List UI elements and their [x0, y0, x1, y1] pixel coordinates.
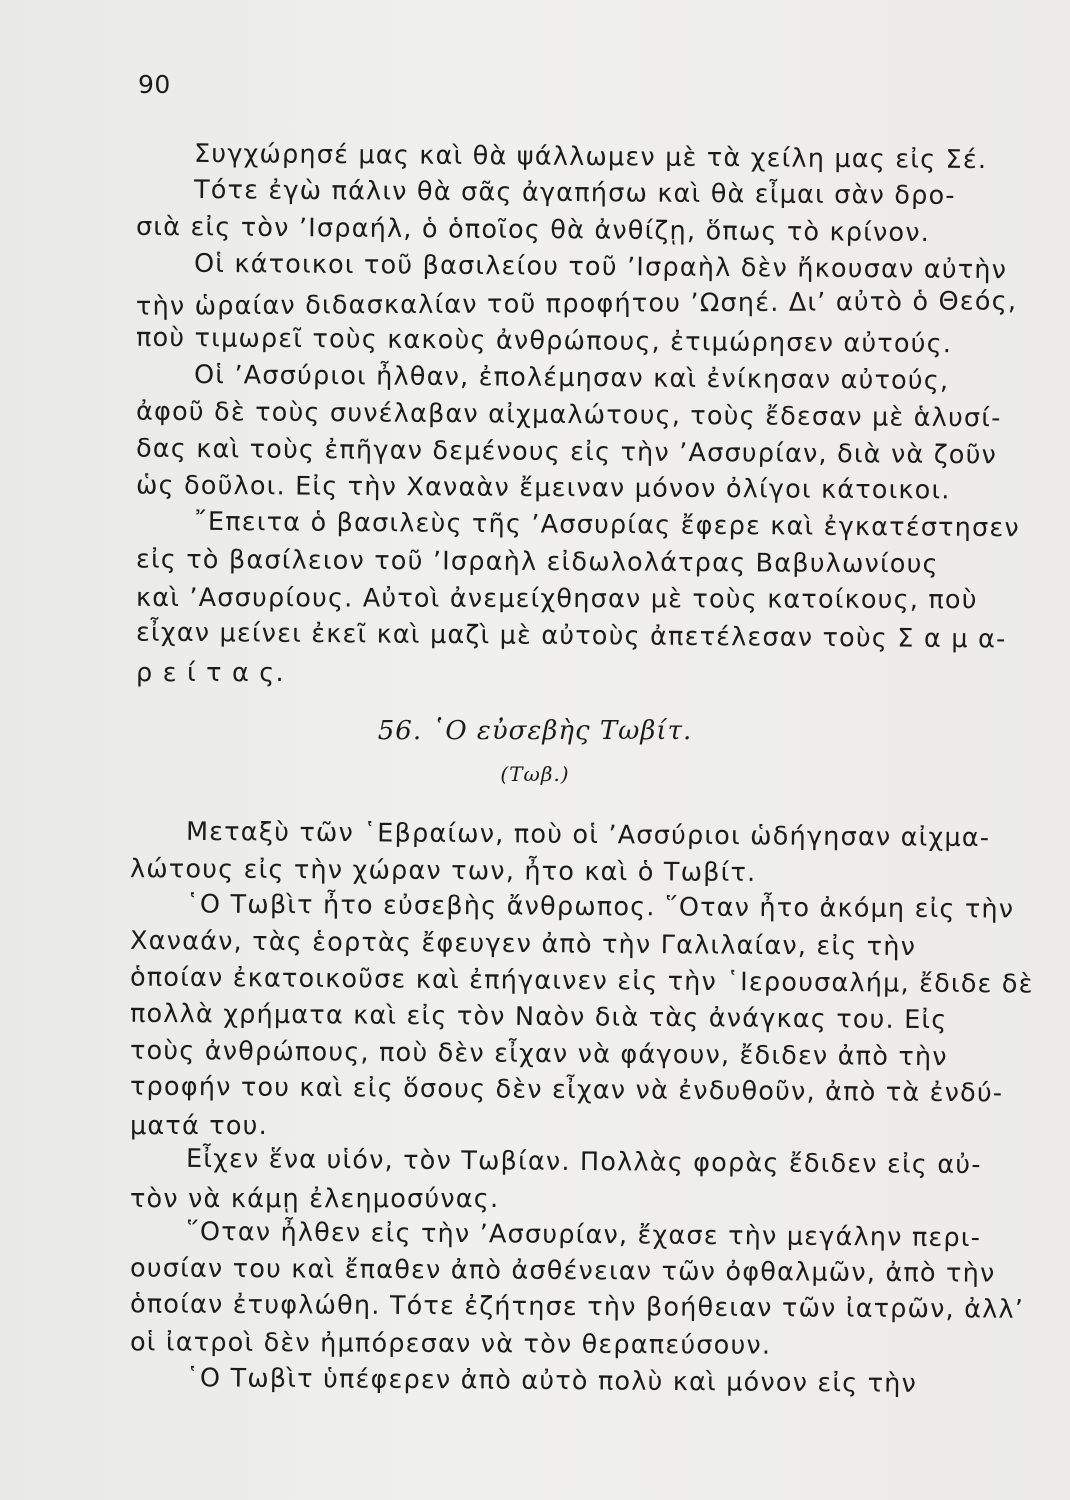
- text-line: πολλὰ χρήματα καὶ εἰς τὸν Ναὸν διὰ τὰς ἀνάγκας του. Εἰς: [129, 998, 948, 1036]
- text-line: δας καὶ τοὺς ἐπῆγαν δεμένους εἰς τὴν ’Ασσυρίαν, διὰ νὰ ζοῦν: [135, 433, 998, 471]
- section-title: 56. ῾Ο εὐσεβὴς Τωβίτ.: [377, 716, 693, 746]
- page-number: 90: [138, 70, 171, 99]
- text-line: Οἱ κάτοικοι τοῦ βασιλείου τοῦ ’Ισραὴλ δὲν ἤκουσαν αὐτὴν: [193, 248, 1008, 286]
- text-line: Τότε ἐγὼ πάλιν θὰ σᾶς ἀγαπήσω καὶ θὰ εἶμαι σὰν δρο-: [193, 175, 956, 211]
- text-line: οἱ ἰατροὶ δὲν ἠμπόρεσαν νὰ τὸν θεραπεύσουν.: [129, 1327, 772, 1361]
- text-line: Εἶχεν ἕνα υἱόν, τὸν Τωβίαν. Πολλὰς φορὰς ἔδιδεν εἰς αὐ-: [185, 1143, 982, 1181]
- text-line: ῞Οταν ἦλθεν εἰς τὴν ’Ασσυρίαν, ἔχασε τὴν μεγάλην περι-: [185, 1216, 982, 1254]
- text-line: εἶχαν μείνει ἐκεῖ καὶ μαζὶ μὲ αὐτοὺς ἀπετέλεσαν τοὺς Σ α μ α-: [135, 617, 1007, 655]
- text-line: τὴν ὡραίαν διδασκαλίαν τοῦ προφήτου ’Ωσηέ. Δι’ αὐτὸ ὁ Θεός,: [135, 286, 1018, 322]
- text-line: Οἱ ’Ασσύριοι ἦλθαν, ἐπολέμησαν καὶ ἐνίκησαν αὐτούς,: [193, 360, 950, 396]
- text-line: ῾Ο Τωβὶτ ὑπέφερεν ἀπὸ αὐτὸ πολὺ καὶ μόνον εἰς τὴν: [185, 1363, 918, 1399]
- text-line: Μεταξὺ τῶν ῾Εβραίων, ποὺ οἱ ’Ασσύριοι ὡδήγησαν αἰχμα-: [185, 816, 991, 854]
- text-line: σιὰ εἰς τὸν ’Ισραήλ, ὁ ὁποῖος θὰ ἀνθίζῃ, ὅπως τὸ κρίνον.: [135, 211, 931, 249]
- text-line: τὸν νὰ κάμῃ ἐλεημοσύνας.: [130, 1184, 500, 1214]
- text-line: ρ ε ί τ α ς.: [136, 658, 285, 688]
- text-line: Συγχώρησέ μας καὶ θὰ ψάλλωμεν μὲ τὰ χείλη μας εἰς Σέ.: [193, 138, 988, 176]
- text-line: Χαναάν, τὰς ἑορτὰς ἔφευγεν ἀπὸ τὴν Γαλιλαίαν, εἰς τὴν: [129, 925, 917, 963]
- text-line: ἀφοῦ δὲ τοὺς συνέλαβαν αἰχμαλώτους, τοὺς ἔδεσαν μὲ ἁλυσί-: [135, 396, 1002, 434]
- text-line: καὶ ’Ασσυρίους. Αὐτοὶ ἀνεμείχθησαν μὲ τοὺς κατοίκους, ποὺ: [135, 582, 978, 616]
- text-line: τοὺς ἀνθρώπους, ποὺ δὲν εἶχαν νὰ φάγουν, ἔδιδεν ἀπὸ τὴν: [129, 1035, 948, 1073]
- text-line: ὁποίαν ἐτυφλώθη. Τότε ἐζήτησε τὴν βοήθειαν τῶν ἰατρῶν, ἀλλ’: [129, 1289, 1025, 1325]
- text-line: ματά του.: [130, 1111, 268, 1141]
- text-line: ποὺ τιμωρεῖ τοὺς κακοὺς ἀνθρώπους, ἐτιμώρησεν αὐτούς.: [135, 322, 953, 360]
- section-reference: (Τωβ.): [500, 762, 570, 786]
- text-line: ὁποίαν ἐκατοικοῦσε καὶ ἐπήγαινεν εἰς τὴν ῾Ιερουσαλήμ, ἔδιδε δὲ: [129, 962, 1034, 1000]
- text-line: ὡς δοῦλοι. Εἰς τὴν Χαναὰν ἔμειναν μόνον ὀλίγοι κάτοικοι.: [135, 470, 951, 506]
- text-line: ουσίαν του καὶ ἔπαθεν ἀπὸ ἀσθένειαν τῶν ὀφθαλμῶν, ἀπὸ τὴν: [129, 1253, 996, 1289]
- text-line: ῎Επειτα ὁ βασιλεὺς τῆς ’Ασσυρίας ἔφερε καὶ ἐγκατέστησεν: [193, 506, 1020, 544]
- text-line: λώτους εἰς τὴν χώραν των, ἦτο καὶ ὁ Τωβίτ.: [129, 854, 757, 888]
- text-line: τροφήν του καὶ εἰς ὅσους δὲν εἶχαν νὰ ἐνδυθοῦν, ἀπὸ τὰ ἐνδύ-: [129, 1071, 1004, 1109]
- text-line: εἰς τὸ βασίλειον τοῦ ’Ισραὴλ εἰδωλολάτρας Βαβυλωνίους: [135, 544, 939, 580]
- text-line: ῾Ο Τωβὶτ ἦτο εὐσεβὴς ἄνθρωπος. ῞Οταν ἦτο ἀκόμη εἰς τὴν: [185, 889, 1015, 925]
